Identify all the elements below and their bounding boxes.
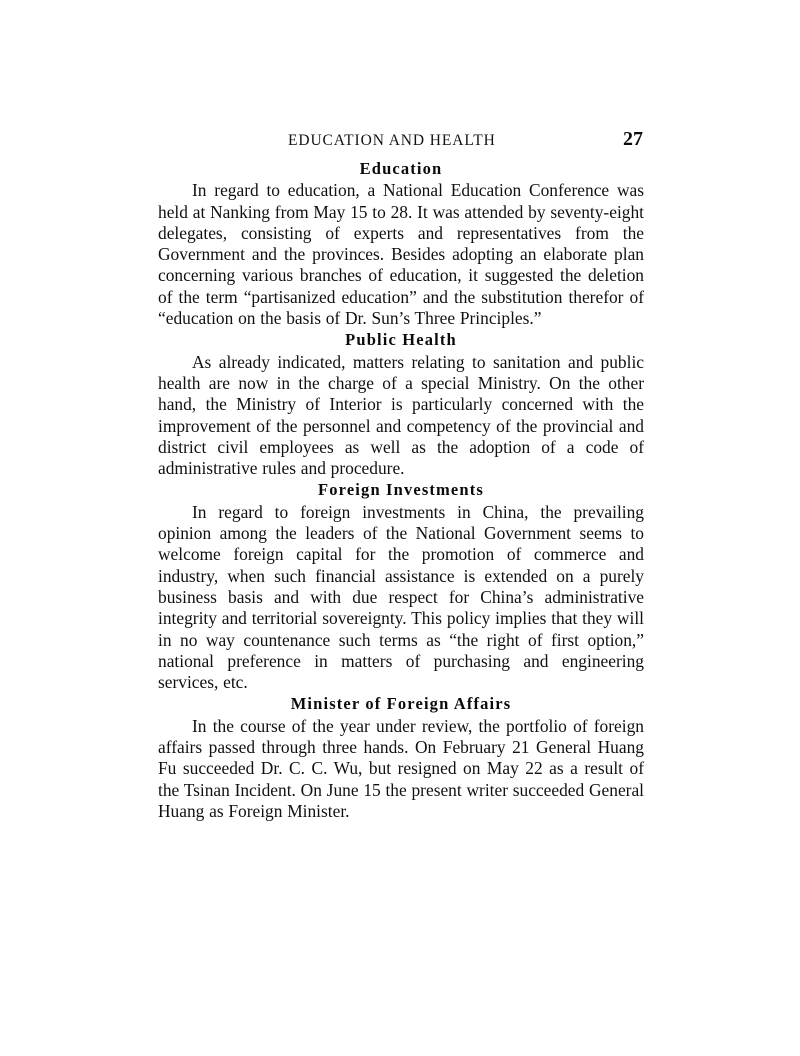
section-heading-minister-of-foreign-affairs: Minister of Foreign Affairs bbox=[290, 694, 512, 714]
running-header-title: EDUCATION AND HEALTH bbox=[288, 132, 496, 149]
text-column bbox=[158, 158, 644, 822]
section-heading-foreign-investments: Foreign Investments bbox=[318, 480, 484, 500]
section-paragraph-public-health: As already indicated, matters relating to sanitation and public health are now in the charge of a special Ministry. On the other hand, the Ministry of Interior is particularly concerned with the improvement of the personnel and competency of the provincial and district civil employees as well as the adoption of a code of administrative rules and procedure. bbox=[158, 351, 644, 479]
section-heading-education: Education bbox=[359, 159, 443, 178]
section-paragraph-education: In regard to education, a National Education Conference was held at Nanking from May 15 to 28. It was attended by seventy-eight delegates, consisting of experts and representatives from the Government and the provinces. Besides adopting an elaborate plan concerning various branches of education, it suggested the deletion of the term “partisanized education” and the substitution therefor of “education on the basis of Dr. Sun’s Three Principles.” bbox=[158, 180, 644, 329]
section-heading-public-health: Public Health bbox=[345, 330, 457, 350]
section-paragraph-minister-of-foreign-affairs: In the course of the year under review, the portfolio of foreign affairs passed through three hands. On February 21 General Huang Fu succeeded Dr. C. C. Wu, but resigned on May 22 as a result of the Tsinan Incident. On June 15 the present writer succeeded General Huang as Foreign Minister. bbox=[158, 715, 644, 821]
running-header bbox=[158, 128, 643, 151]
section-paragraph-foreign-investments: In regard to foreign investments in China, the prevailing opinion among the leaders of the National Government seems to welcome foreign capital for the promotion of commerce and industry, when such financial assistance is extended on a purely business basis and with due respect for China’s administrative integrity and territorial sovereignty. This policy implies that they will in no way countenance such terms as “the right of first option,” national preference in matters of purchasing and engineering services, etc. bbox=[158, 501, 644, 693]
page-number: 27 bbox=[623, 128, 643, 150]
